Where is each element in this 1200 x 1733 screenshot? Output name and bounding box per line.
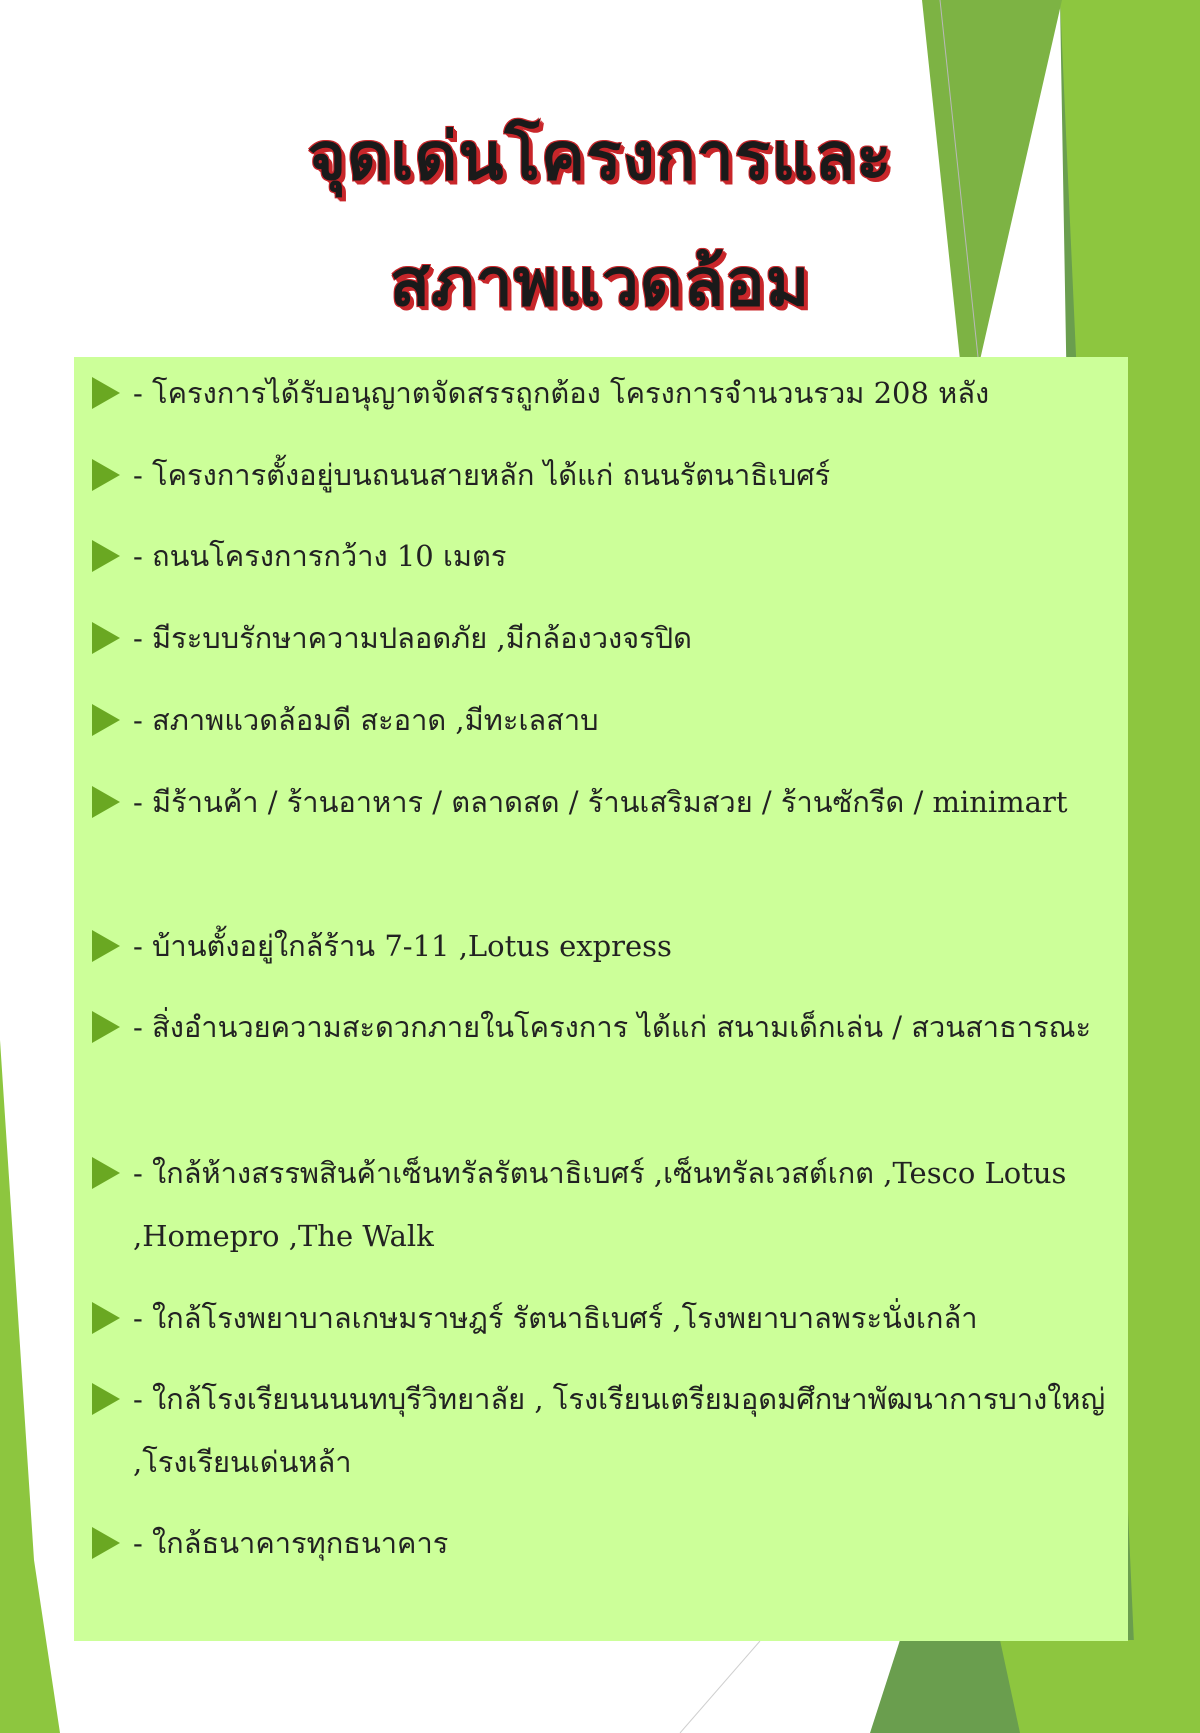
triangle-arrow-right-icon — [92, 540, 120, 572]
triangle-arrow-right-icon — [92, 377, 120, 409]
list-item-text: - โครงการตั้งอยู่บนถนนสายหลัก ได้แก่ ถนนรัตนาธิเบศร์ — [133, 458, 831, 492]
list-item-text: - มีร้านค้า / ร้านอาหาร / ตลาดสด / ร้านเสริมสวย / ร้านซักรีด / minimart — [133, 785, 1068, 819]
page-title-line-2: สภาพแวดล้อม — [389, 244, 811, 321]
thin-diagonal-line-bottom — [680, 1641, 760, 1733]
page-title-line-1: จุดเด่นโครงการและ — [307, 118, 893, 195]
list-item-text: - โครงการได้รับอนุญาตจัดสรรถูกต้อง โครงการจำนวนรวม 208 หลัง — [133, 376, 990, 410]
highlights-panel — [74, 357, 1128, 1641]
triangle-arrow-right-icon — [92, 459, 120, 491]
triangle-arrow-right-icon — [92, 1302, 120, 1334]
triangle-arrow-right-icon — [92, 786, 120, 818]
triangle-arrow-right-icon — [92, 1011, 120, 1043]
list-item-text: - มีระบบรักษาความปลอดภัย ,มีกล้องวงจรปิด — [133, 621, 692, 655]
triangle-arrow-right-icon — [92, 1157, 120, 1189]
list-item-text: - ใกล้ห้างสรรพสินค้าเซ็นทรัลรัตนาธิเบศร์ ,เซ็นทรัลเวสต์เกต ,Tesco Lotus ,Homepro ,The Walk — [133, 1156, 1067, 1253]
list-item-text: - ถนนโครงการกว้าง 10 เมตร — [133, 539, 507, 573]
triangle-arrow-right-icon — [92, 1383, 120, 1415]
list-item-text: - ใกล้โรงพยาบาลเกษมราษฎร์ รัตนาธิเบศร์ ,โรงพยาบาลพระนั่งเกล้า — [133, 1301, 978, 1335]
green-band-bottom-light — [1000, 1640, 1200, 1733]
list-item-text: - บ้านตั้งอยู่ใกล้ร้าน 7-11 ,Lotus express — [133, 929, 672, 963]
triangle-arrow-right-icon — [92, 930, 120, 962]
list-item-text: - ใกล้ธนาคารทุกธนาคาร — [133, 1526, 449, 1560]
triangle-arrow-right-icon — [92, 622, 120, 654]
list-item-text: - สภาพแวดล้อมดี สะอาด ,มีทะเลสาบ — [133, 703, 599, 737]
triangle-arrow-right-icon — [92, 704, 120, 736]
green-band-left — [0, 1040, 60, 1733]
list-item-text: - ใกล้โรงเรียนนนนทบุรีวิทยาลัย , โรงเรียนเตรียมอุดมศึกษาพัฒนาการบางใหญ่ ,โรงเรียนเด่นหล้า — [133, 1382, 1106, 1479]
triangle-arrow-right-icon — [92, 1527, 120, 1559]
list-item-text: - สิ่งอำนวยความสะดวกภายในโครงการ ได้แก่ สนามเด็กเล่น / สวนสาธารณะ — [133, 1010, 1092, 1044]
